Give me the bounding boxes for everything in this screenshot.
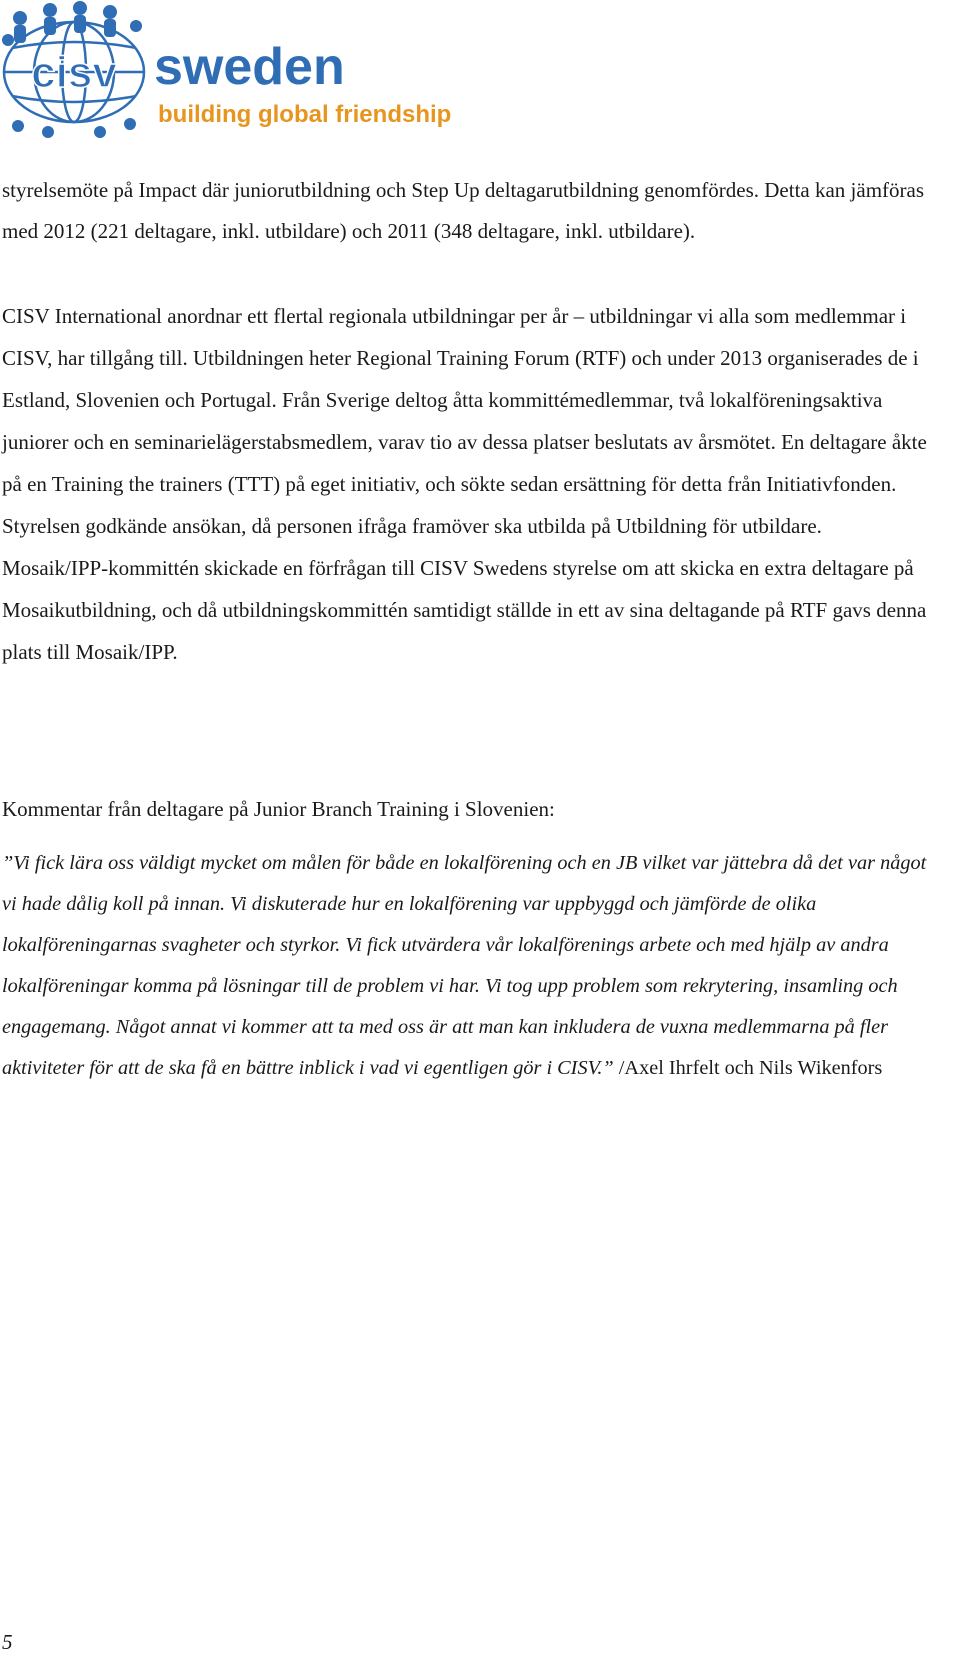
cisv-sweden-logo	[0, 0, 490, 140]
paragraph-regional-training: CISV International anordnar ett flertal regionala utbildningar per år – utbildningar vi alla som medlemmar i CISV, har tillgång till. Utbildningen heter Regional Training Forum (RTF) och under 2013 organiserades de i Estland, Slovenien och Portugal. Från Sverige deltog åtta kommittémedlemmar, två lokalföreningsaktiva juniorer och en seminarielägerstabsmedlem, varav tio av dessa platser beslutats av årsmötet. En deltagare åkte på en Training the trainers (TTT) på eget initiativ, och sökte sedan ersättning för detta från Initiativfonden. Styrelsen godkände ansökan, då personen ifråga framöver ska utbilda på Utbildning för utbildare. Mosaik/IPP-kommittén skickade en förfrågan till CISV Swedens styrelse om att skicka en extra deltagare på Mosaikutbildning, och då utbildningskommittén samtidigt ställde in ett av sina deltagande på RTF gavs denna plats till Mosaik/IPP.	[2, 304, 927, 664]
quote-text: ”Vi fick lära oss väldigt mycket om målen för både en lokalförening och en JB vilket var jättebra då det var något vi hade dålig koll på innan. Vi diskuterade hur en lokalförening var uppbyggd och jämförde de olika lokalföreningarnas svagheter och styrkor. Vi fick utvärdera vår lokalförenings arbete och med hjälp av andra lokalföreningar komma på lösningar till de problem vi har. Vi tog upp problem som rekrytering, insamling och engagemang. Något annat vi kommer att ta med oss är att man kan inkludera de vuxna medlemmarna på fler aktiviteter för att de ska få en bättre inblick i vad vi egentligen gör i CISV.”	[2, 852, 927, 1079]
quote-attribution: /Axel Ihrfelt och Nils Wikenfors	[613, 1057, 883, 1079]
globe-people-icon	[0, 0, 490, 140]
logo-brand-text: cisv	[31, 48, 117, 97]
logo-name: sweden	[154, 38, 345, 96]
page-number: 5	[2, 1630, 13, 1654]
comment-heading: Kommentar från deltagare på Junior Branch Training i Slovenien:	[2, 797, 555, 821]
paragraph-training-stats: styrelsemöte på Impact där juniorutbildning och Step Up deltagarutbildning genomfördes. Detta kan jämföras med 2012 (221 deltagare, inkl. utbildare) och 2011 (348 deltagare, inkl. utbildare).	[2, 178, 925, 243]
participant-quote	[2, 843, 932, 1089]
logo-tagline: building global friendship	[158, 101, 452, 128]
